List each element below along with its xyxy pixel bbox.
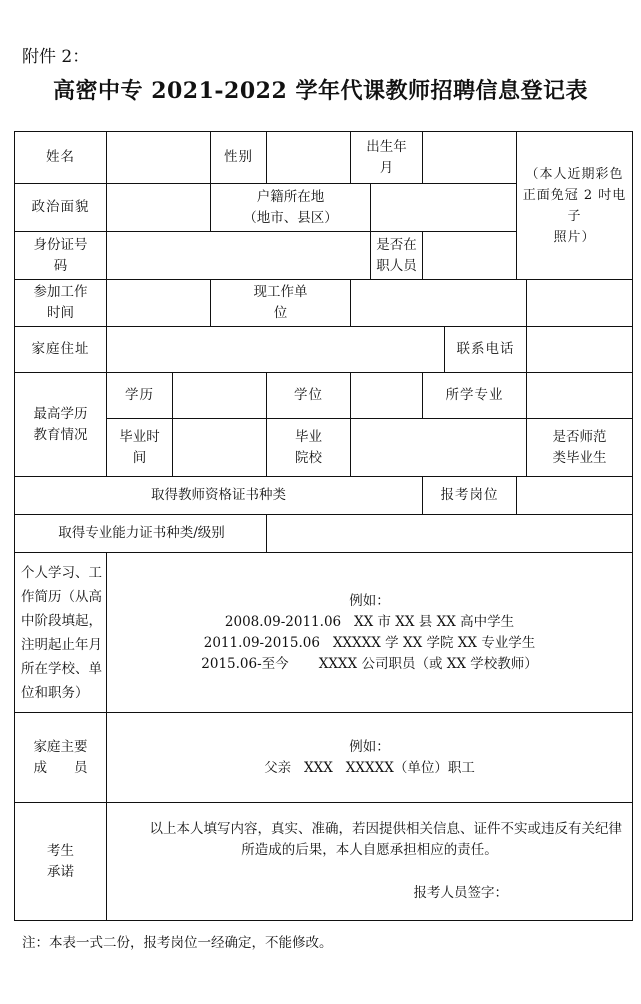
resume-line: 2011.09-2015.06 XXXXX 学 XX 学院 XX 专业学生 xyxy=(203,634,536,651)
resume-label: 个人学习、工 作简历（从高 中阶段填起， 注明起止年月 所在学校、单 位和职务） xyxy=(15,553,107,713)
name-label: 姓名 xyxy=(15,132,107,184)
resume-field[interactable]: 例如： 2008.09-2011.06 XX 市 XX 县 XX 高中学生 2011.09-2015.06 XXXXX 学 XX 学院 XX 专业学生 2015.06-至今 XXXX 公司职员（或 XX 学校教师） xyxy=(107,553,633,713)
major-label: 所学专业 xyxy=(423,373,527,419)
current-unit-label: 现工作单 位 xyxy=(211,280,351,327)
grad-time-label: 毕业时 间 xyxy=(107,419,173,477)
family-field[interactable]: 例如： 父亲 XXX XXXXX（单位）职工 xyxy=(107,713,633,803)
grad-school-field[interactable] xyxy=(351,419,527,477)
address-field[interactable] xyxy=(107,327,445,373)
promise-field[interactable]: 以上本人填写内容，真实、准确，若因提供相关信息、证件不实或违反有关纪律所造成的后果，本人自愿承担相应的责任。 报考人员签字： xyxy=(107,803,633,921)
degree-level-field[interactable] xyxy=(173,373,267,419)
degree-level-label: 学历 xyxy=(107,373,173,419)
pro-cert-label: 取得专业能力证书种类/级别 xyxy=(15,515,267,553)
phone-label: 联系电话 xyxy=(445,327,527,373)
apply-post-field[interactable] xyxy=(517,477,633,515)
domicile-field[interactable] xyxy=(371,184,517,232)
footer-note: 注：本表一式二份，报考岗位一经确定，不能修改。 xyxy=(22,935,333,951)
employed-field[interactable] xyxy=(423,232,517,280)
resume-line: 2008.09-2011.06 XX 市 XX 县 XX 高中学生 xyxy=(224,613,515,630)
photo-placeholder[interactable]: （本人近期彩色 正面免冠 2 吋电子 照片） xyxy=(517,132,633,280)
grad-school-label: 毕业 院校 xyxy=(267,419,351,477)
domicile-label: 户籍所在地 （地市、县区） xyxy=(211,184,371,232)
gender-label: 性别 xyxy=(211,132,267,184)
attachment-label: 附件 2： xyxy=(22,47,90,67)
blank-cell xyxy=(527,280,633,327)
phone-field[interactable] xyxy=(527,327,633,373)
resume-line: 2015.06-至今 XXXX 公司职员（或 XX 学校教师） xyxy=(201,655,538,672)
apply-post-label: 报考岗位 xyxy=(423,477,517,515)
address-label: 家庭住址 xyxy=(15,327,107,373)
major-field[interactable] xyxy=(527,373,633,419)
idcard-label: 身份证号 码 xyxy=(15,232,107,280)
education-label: 最高学历 教育情况 xyxy=(15,373,107,477)
current-unit-field[interactable] xyxy=(351,280,527,327)
teacher-cert-label: 取得教师资格证书种类 xyxy=(15,477,423,515)
political-label: 政治面貌 xyxy=(15,184,107,232)
pro-cert-field[interactable] xyxy=(267,515,633,553)
page-title: 高密中专 2021-2022 学年代课教师招聘信息登记表 xyxy=(53,78,588,104)
name-field[interactable] xyxy=(107,132,211,184)
degree-field[interactable] xyxy=(351,373,423,419)
birth-label: 出生年 月 xyxy=(351,132,423,184)
employed-label: 是否在 职人员 xyxy=(371,232,423,280)
work-start-label: 参加工作 时间 xyxy=(15,280,107,327)
family-label: 家庭主要 成 员 xyxy=(15,713,107,803)
work-start-field[interactable] xyxy=(107,280,211,327)
registration-form xyxy=(14,131,633,921)
promise-label: 考生 承诺 xyxy=(15,803,107,921)
grad-time-field[interactable] xyxy=(173,419,267,477)
birth-field[interactable] xyxy=(423,132,517,184)
normal-school-label: 是否师范 类毕业生 xyxy=(527,419,633,477)
degree-label: 学位 xyxy=(267,373,351,419)
political-field[interactable] xyxy=(107,184,211,232)
gender-field[interactable] xyxy=(267,132,351,184)
signature-label: 报考人员签字： xyxy=(413,885,509,901)
idcard-field[interactable] xyxy=(107,232,371,280)
